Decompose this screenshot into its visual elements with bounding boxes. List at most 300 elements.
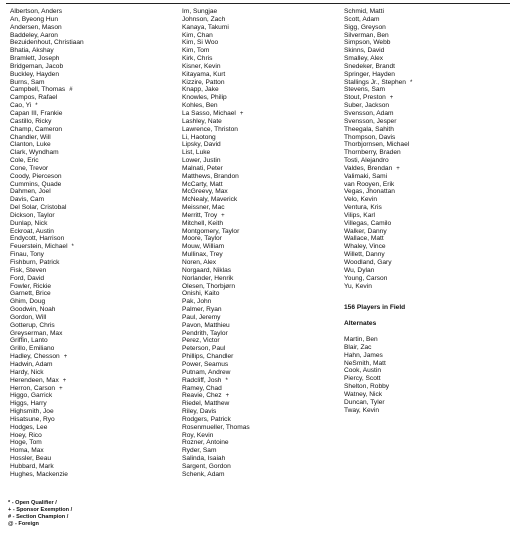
player-name: Skinns, David (344, 47, 385, 55)
player-name: Woodland, Gary (344, 259, 392, 266)
player-name: Grillo, Emiliano (10, 345, 55, 353)
player-row (182, 157, 342, 165)
player-row (10, 188, 170, 196)
player-name: Coody, Pierceson (10, 172, 62, 180)
player-row (344, 157, 514, 165)
player-name: Malnati, Peter (182, 164, 223, 172)
player-row (182, 102, 342, 110)
alternate-row (344, 407, 514, 415)
player-name: Phillips, Chandler (182, 353, 234, 361)
player-row (182, 463, 342, 471)
player-row (182, 173, 342, 181)
player-row (182, 212, 342, 220)
player-row (344, 39, 514, 47)
alternate-row (344, 336, 514, 344)
player-row (182, 369, 342, 377)
player-name: Albertson, Anders (10, 8, 63, 15)
player-name: Lipsky, David (182, 141, 221, 149)
player-row (182, 24, 342, 32)
player-name: Salinda, Isaiah (182, 455, 226, 463)
player-row (10, 181, 170, 189)
player-row (182, 86, 342, 94)
player-row (10, 259, 170, 267)
player-name: Valdes, Brendan (344, 164, 393, 172)
player-row (10, 290, 170, 298)
player-name: Perez, Victor (182, 337, 220, 345)
player-row (182, 361, 342, 369)
player-row (10, 385, 170, 393)
player-name: Herron, Carson (10, 384, 56, 392)
player-name: Noren, Alex (182, 259, 217, 266)
player-row (344, 110, 514, 118)
player-row (10, 416, 170, 424)
player-row (10, 455, 170, 463)
player-name: Walker, Danny (344, 227, 387, 235)
alternate-row (344, 344, 514, 352)
player-name: Villegas, Camilo (344, 219, 392, 227)
player-row (10, 369, 170, 377)
player-row (10, 8, 170, 16)
player-name: Watney, Nick (344, 390, 383, 398)
player-row (182, 79, 342, 87)
player-row (10, 149, 170, 157)
player-name: Rosenmueller, Thomas (182, 423, 250, 431)
player-name: Wu, Dylan (344, 266, 375, 274)
player-name: Hoge, Tom (10, 439, 42, 447)
player-row (344, 47, 514, 55)
player-row (10, 275, 170, 283)
player-name: Thornberry, Braden (344, 149, 401, 157)
player-row (344, 94, 514, 102)
player-name: Piercy, Scott (344, 375, 381, 383)
player-name: Dahmen, Joel (10, 188, 51, 196)
player-row (10, 79, 170, 87)
player-name: McGreevy, Max (182, 188, 228, 196)
player-name: Mouw, William (182, 243, 225, 251)
player-name: Pendrith, Taylor (182, 329, 228, 337)
player-name: Johnson, Zach (182, 15, 226, 23)
player-row (10, 377, 170, 385)
player-name: Hoey, Rico (10, 431, 42, 439)
player-name: Lashley, Nate (182, 117, 222, 125)
player-name: Champ, Cameron (10, 125, 63, 133)
alternate-row (344, 360, 514, 368)
player-name: Hossler, Beau (10, 455, 52, 463)
player-row (182, 251, 342, 259)
player-row (10, 306, 170, 314)
player-row (182, 416, 342, 424)
player-row (344, 259, 514, 267)
player-column-3 (344, 8, 514, 415)
player-name: Cummins, Quade (10, 180, 62, 188)
player-row (344, 149, 514, 157)
field-count: 156 Players in Field (344, 304, 406, 312)
player-name: Ryder, Sam (182, 447, 217, 455)
player-name: Merritt, Troy (182, 211, 218, 219)
player-name: Olesen, Thorbjørn (182, 282, 236, 290)
qualification-mark: + (389, 95, 394, 102)
player-name: Radcliff, Josh (182, 376, 222, 384)
player-name: Clark, Wyndham (10, 149, 59, 157)
player-name: Hahn, James (344, 351, 383, 359)
player-name: Snedeker, Brandt (344, 62, 395, 70)
player-row (182, 471, 342, 479)
player-name: Kim, Tom (182, 47, 210, 55)
player-name: Endycott, Harrison (10, 235, 65, 243)
player-name: Willett, Danny (344, 251, 385, 259)
player-row (10, 424, 170, 432)
player-row (344, 118, 514, 126)
player-name: Sargent, Gordon (182, 462, 231, 470)
player-row (182, 94, 342, 102)
player-row (344, 181, 514, 189)
player-row (182, 55, 342, 63)
player-row (182, 306, 342, 314)
player-row (182, 408, 342, 416)
qualification-mark: + (225, 393, 230, 400)
player-row (10, 337, 170, 345)
player-name: Suber, Jackson (344, 102, 390, 110)
player-name: Reavie, Chez (182, 392, 222, 400)
player-name: Gotterup, Chris (10, 321, 55, 329)
player-name: Ford, David (10, 274, 45, 282)
player-row (344, 86, 514, 94)
player-row (344, 126, 514, 134)
player-row (182, 118, 342, 126)
player-row (10, 32, 170, 40)
player-row (10, 408, 170, 416)
player-row (182, 134, 342, 142)
player-row (182, 188, 342, 196)
top-divider (6, 3, 510, 4)
player-row (344, 141, 514, 149)
player-name: Power, Seamus (182, 360, 229, 368)
player-name: Homa, Max (10, 447, 44, 455)
player-row (10, 463, 170, 471)
player-row (182, 228, 342, 236)
player-row (182, 322, 342, 330)
player-row (10, 400, 170, 408)
player-row (10, 94, 170, 102)
player-name: Griffin, Lanto (10, 337, 48, 345)
player-name: Kim, Chan (182, 31, 213, 39)
qualification-mark: + (63, 354, 68, 361)
player-name: Hubbard, Mark (10, 462, 54, 470)
player-row (10, 447, 170, 455)
player-name: Vegas, Jhonattan (344, 188, 395, 196)
player-row (182, 196, 342, 204)
qualification-mark: + (396, 165, 400, 172)
player-row (344, 8, 514, 16)
player-name: Clanton, Luke (10, 141, 51, 149)
player-row (344, 235, 514, 243)
player-row (344, 251, 514, 259)
player-row (10, 298, 170, 306)
player-row (10, 235, 170, 243)
legend-item: * - Open Qualifier / (8, 500, 57, 506)
player-row (344, 173, 514, 181)
qualification-mark: * (409, 79, 413, 86)
player-name: Fowler, Rickie (10, 282, 52, 290)
player-row (344, 275, 514, 283)
alternates-heading: Alternates (344, 320, 377, 328)
player-row (344, 55, 514, 63)
section-gap (344, 328, 514, 336)
player-row (10, 267, 170, 275)
player-name: Hadley, Chesson (10, 353, 60, 361)
player-name: Roy, Kevin (182, 431, 214, 439)
player-row (182, 47, 342, 55)
legend (8, 500, 72, 528)
player-row (344, 283, 514, 291)
alternates-list (344, 336, 514, 414)
player-name: Tway, Kevin (344, 406, 380, 414)
player-name: Pavon, Matthieu (182, 321, 230, 329)
player-row (182, 337, 342, 345)
player-row (10, 345, 170, 353)
player-name: Sigg, Greyson (344, 23, 386, 31)
player-row (182, 110, 342, 118)
player-name: Herendeen, Max (10, 376, 59, 384)
player-row (10, 322, 170, 330)
player-name: Palmer, Ryan (182, 306, 222, 314)
player-name: van Rooyen, Erik (344, 180, 395, 188)
player-row (10, 196, 170, 204)
player-name: Knapp, Jake (182, 86, 219, 94)
player-row (10, 314, 170, 322)
player-name: Bezuidenhout, Christiaan (10, 39, 84, 47)
player-name: Whaley, Vince (344, 243, 386, 251)
player-row (10, 86, 170, 94)
player-name: Gordon, Will (10, 313, 47, 321)
player-row (10, 102, 170, 110)
player-name: Meissner, Mac (182, 204, 225, 212)
player-row (182, 330, 342, 338)
player-row (344, 188, 514, 196)
player-name: Cook, Austin (344, 367, 382, 375)
player-name: Hodges, Lee (10, 423, 48, 431)
player-row (344, 102, 514, 110)
player-name: Eckroat, Austin (10, 227, 54, 235)
player-name: Silverman, Ben (344, 31, 389, 39)
player-name: McNealy, Maverick (182, 196, 238, 204)
player-name: Ramey, Chad (182, 384, 222, 392)
legend-item: @ - Foreign (8, 521, 39, 527)
player-name: Putnam, Andrew (182, 368, 231, 376)
player-row (182, 283, 342, 291)
player-row (344, 32, 514, 40)
legend-item: # - Section Champion / (8, 514, 69, 520)
player-name: Finau, Tony (10, 251, 44, 259)
player-name: Lawrence, Thriston (182, 125, 238, 133)
qualification-mark: + (62, 377, 67, 384)
player-row (10, 165, 170, 173)
player-name: Velo, Kevin (344, 196, 377, 204)
player-name: Schenk, Adam (182, 470, 225, 478)
player-name: Blair, Zac (344, 343, 372, 351)
player-row (182, 141, 342, 149)
player-row (344, 24, 514, 32)
player-row (10, 361, 170, 369)
player-name: Hisatsune, Ryo (10, 415, 55, 423)
player-row (344, 196, 514, 204)
player-name: Paul, Jeremy (182, 313, 221, 321)
player-row (182, 71, 342, 79)
player-row (10, 63, 170, 71)
player-row (182, 243, 342, 251)
player-name: Matthews, Brandon (182, 172, 239, 180)
player-name: Smalley, Alex (344, 55, 384, 63)
qualification-mark: + (239, 110, 244, 117)
player-name: Valimaki, Sami (344, 172, 388, 180)
player-row (182, 126, 342, 134)
player-name: Burns, Sam (10, 78, 45, 86)
player-row (344, 212, 514, 220)
player-name: Im, Sungjae (182, 8, 218, 15)
player-row (10, 220, 170, 228)
player-name: Shelton, Robby (344, 383, 390, 391)
player-name: Mullinax, Trey (182, 251, 223, 259)
player-row (344, 16, 514, 24)
player-name: Kohles, Ben (182, 102, 218, 110)
player-row (344, 228, 514, 236)
player-name: Campbell, Thomas (10, 86, 66, 94)
player-name: Simpson, Webb (344, 39, 391, 47)
player-name: Scott, Adam (344, 15, 380, 23)
player-row (10, 134, 170, 142)
player-row (182, 259, 342, 267)
player-name: Young, Carson (344, 274, 388, 282)
player-name: Capan III, Frankie (10, 109, 63, 117)
qualification-mark: + (59, 385, 63, 392)
player-row (344, 204, 514, 212)
player-row (182, 377, 342, 385)
player-name: Svensson, Adam (344, 109, 394, 117)
player-name: Moore, Taylor (182, 235, 222, 243)
player-row (182, 314, 342, 322)
player-name: Kisner, Kevin (182, 62, 221, 70)
player-name: Thorbjornsen, Michael (344, 141, 410, 149)
player-name: Higgo, Garrick (10, 392, 53, 400)
player-name: Kizzire, Patton (182, 78, 225, 86)
player-name: Duncan, Tyler (344, 398, 385, 406)
player-column-2 (182, 8, 342, 479)
player-name: Wallace, Matt (344, 235, 384, 243)
player-row (182, 432, 342, 440)
player-row (182, 447, 342, 455)
player-name: Feuerstein, Michael (10, 243, 68, 251)
player-row (182, 424, 342, 432)
qualification-mark: + (221, 212, 225, 219)
player-name: Del Solar, Cristobal (10, 204, 67, 212)
player-name: Riley, Davis (182, 408, 217, 416)
alternate-row (344, 352, 514, 360)
player-name: Andersen, Mason (10, 23, 62, 31)
alternate-row (344, 383, 514, 391)
player-column-1 (10, 8, 170, 479)
player-row (344, 267, 514, 275)
player-row (10, 173, 170, 181)
player-name: Thompson, Davis (344, 133, 396, 141)
player-row (344, 165, 514, 173)
player-row (182, 298, 342, 306)
player-name: Knowles, Philip (182, 94, 227, 102)
player-name: Kirk, Chris (182, 55, 213, 63)
qualification-mark: * (71, 244, 74, 251)
player-name: Stevens, Sam (344, 86, 386, 94)
player-name: Kanaya, Takumi (182, 23, 229, 31)
player-row (182, 63, 342, 71)
player-name: Dunlap, Nick (10, 219, 48, 227)
player-row (182, 345, 342, 353)
player-row (344, 220, 514, 228)
player-name: Onishi, Kaito (182, 290, 220, 298)
player-name: Riedel, Matthew (182, 400, 230, 408)
player-name: Li, Haotong (182, 133, 216, 141)
player-row (10, 47, 170, 55)
player-row (10, 126, 170, 134)
player-row (182, 204, 342, 212)
player-name: Mitchell, Keith (182, 219, 224, 227)
player-name: Theegala, Sahith (344, 125, 394, 133)
player-row (182, 16, 342, 24)
player-name: Cole, Eric (10, 157, 39, 165)
player-row (182, 220, 342, 228)
section-gap (344, 290, 514, 304)
player-row (10, 39, 170, 47)
section-gap (344, 312, 514, 320)
player-name: Rozner, Antoine (182, 439, 229, 447)
player-name: Yu, Kevin (344, 282, 372, 290)
alternate-row (344, 391, 514, 399)
player-name: Dickson, Taylor (10, 211, 55, 219)
player-name: Ghim, Doug (10, 298, 46, 306)
player-row (182, 181, 342, 189)
player-name: Campos, Rafael (10, 94, 58, 102)
player-name: Castillo, Ricky (10, 117, 52, 125)
player-row (10, 439, 170, 447)
player-name: Bridgeman, Jacob (10, 62, 64, 70)
player-row (344, 243, 514, 251)
player-name: Higgs, Harry (10, 400, 47, 408)
player-row (182, 235, 342, 243)
player-name: La Sasso, Michael (182, 109, 236, 117)
legend-item: + - Sponsor Exemption / (8, 507, 73, 513)
player-name: Greyserman, Max (10, 329, 63, 337)
player-row (10, 118, 170, 126)
player-name: NeSmith, Matt (344, 359, 386, 367)
player-row (10, 251, 170, 259)
player-name: Chandler, Will (10, 133, 51, 141)
player-row (10, 432, 170, 440)
player-name: Cone, Trevor (10, 164, 49, 172)
player-name: Martin, Ben (344, 336, 378, 344)
player-row (182, 165, 342, 173)
player-name: Fisk, Steven (10, 266, 47, 274)
player-name: Buckley, Hayden (10, 70, 59, 78)
player-row (182, 149, 342, 157)
player-name: Garnett, Brice (10, 290, 51, 298)
player-name: Kitayama, Kurt (182, 70, 226, 78)
player-row (10, 110, 170, 118)
player-name: Springer, Hayden (344, 70, 395, 78)
player-row (10, 212, 170, 220)
player-name: List, Luke (182, 149, 211, 157)
player-row (344, 79, 514, 87)
alternate-row (344, 367, 514, 375)
player-row (10, 228, 170, 236)
player-name: Montgomery, Taylor (182, 227, 240, 235)
